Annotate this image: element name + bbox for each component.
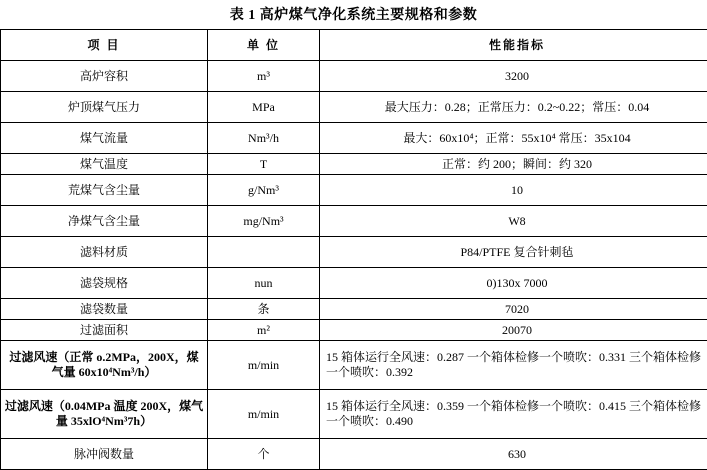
cell-item: 滤料材质	[1, 237, 208, 268]
cell-value: W8	[320, 206, 707, 237]
cell-item: 滤袋数量	[1, 299, 208, 320]
table-row	[1, 154, 707, 175]
cell-unit: Nm³/h	[208, 123, 320, 154]
cell-item: 过滤风速（正常 o.2MPa，200X，煤气量 60x10⁴Nm³/h）	[1, 341, 208, 390]
cell-value: 10	[320, 175, 707, 206]
spec-table-body	[1, 30, 707, 470]
cell-item: 荒煤气含尘量	[1, 175, 208, 206]
cell-value: 15 箱体运行全风速：0.287 一个箱体检修一个喷吹：0.331 三个箱体检修一个喷吹：0.392	[320, 341, 707, 390]
page-title: 表 1 高炉煤气净化系统主要规格和参数	[0, 0, 707, 29]
cell-value: 最大：60x10⁴；正常：55x10⁴ 常压：35x104	[320, 123, 707, 154]
cell-value: 0)130x 7000	[320, 268, 707, 299]
spec-table	[0, 29, 707, 470]
table-row	[1, 123, 707, 154]
table-row	[1, 299, 707, 320]
table-row	[1, 268, 707, 299]
table-row	[1, 206, 707, 237]
cell-item: 高炉容积	[1, 61, 208, 92]
table-header-row	[1, 30, 707, 61]
cell-value: 630	[320, 439, 707, 470]
table-row	[1, 320, 707, 341]
table-row	[1, 61, 707, 92]
header-cell-value: 性能指标	[320, 30, 707, 61]
cell-item: 过滤面积	[1, 320, 208, 341]
cell-value: P84/PTFE 复合针刺毡	[320, 237, 707, 268]
cell-value: 最大压力：0.28；正常压力：0.2~0.22；常压：0.04	[320, 92, 707, 123]
cell-unit: g/Nm³	[208, 175, 320, 206]
cell-unit: 条	[208, 299, 320, 320]
cell-unit: mg/Nm³	[208, 206, 320, 237]
cell-item: 煤气温度	[1, 154, 208, 175]
table-row	[1, 390, 707, 439]
cell-item: 脉冲阀数量	[1, 439, 208, 470]
cell-unit: nun	[208, 268, 320, 299]
table-row	[1, 237, 707, 268]
cell-value: 7020	[320, 299, 707, 320]
table-row	[1, 92, 707, 123]
cell-value: 15 箱体运行全风速：0.359 一个箱体检修一个喷吹：0.415 三个箱体检修一个喷吹：0.490	[320, 390, 707, 439]
header-cell-unit: 单 位	[208, 30, 320, 61]
cell-unit: T	[208, 154, 320, 175]
header-cell-item: 项 目	[1, 30, 208, 61]
cell-item: 滤袋规格	[1, 268, 208, 299]
cell-item: 过滤风速（0.04MPa 温度 200X，煤气量 35xlO⁴Nm³7h）	[1, 390, 208, 439]
cell-unit: m/min	[208, 341, 320, 390]
cell-item: 炉顶煤气压力	[1, 92, 208, 123]
cell-value: 3200	[320, 61, 707, 92]
cell-unit: 个	[208, 439, 320, 470]
table-row	[1, 175, 707, 206]
table-row	[1, 439, 707, 470]
cell-unit: MPa	[208, 92, 320, 123]
table-row	[1, 341, 707, 390]
cell-value: 20070	[320, 320, 707, 341]
cell-unit: m³	[208, 61, 320, 92]
cell-unit: m/min	[208, 390, 320, 439]
cell-item: 煤气流量	[1, 123, 208, 154]
cell-item: 净煤气含尘量	[1, 206, 208, 237]
cell-unit: m²	[208, 320, 320, 341]
cell-unit	[208, 237, 320, 268]
cell-value: 正常：约 200；瞬间：约 320	[320, 154, 707, 175]
